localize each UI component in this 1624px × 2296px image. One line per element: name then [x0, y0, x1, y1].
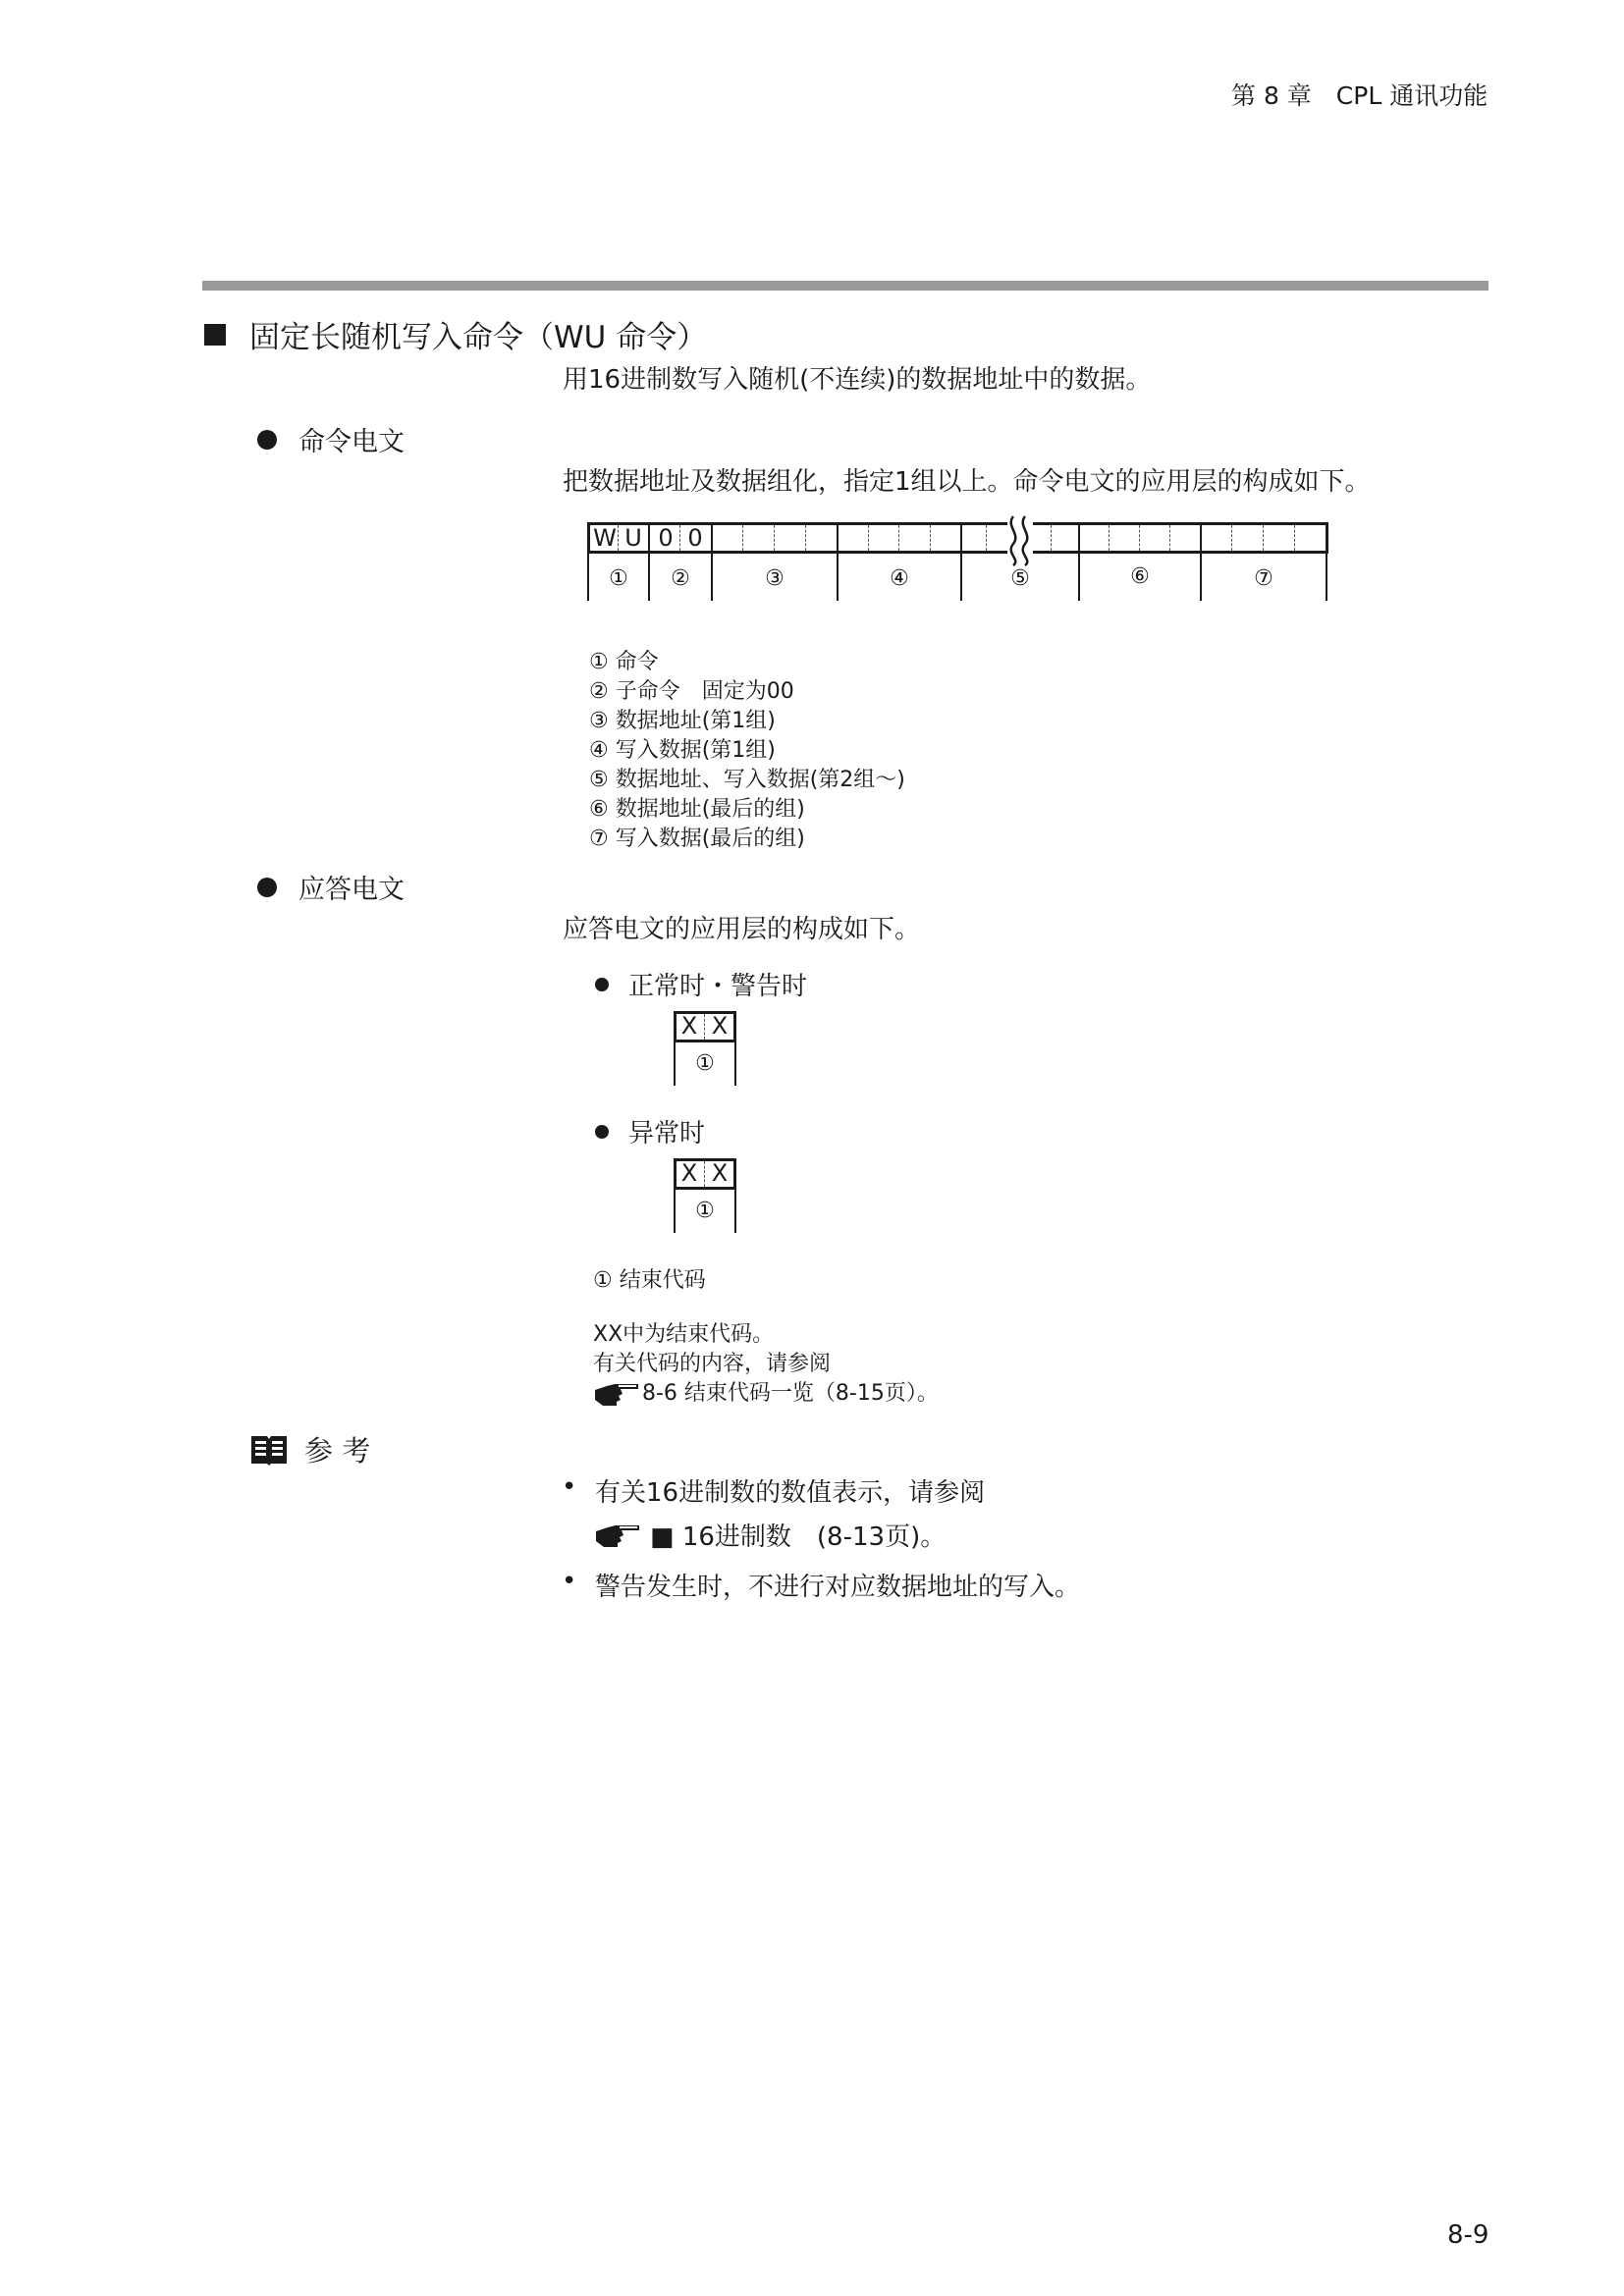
char-separator [704, 1161, 705, 1187]
char-separator [742, 525, 743, 551]
frame-char: U [624, 524, 642, 552]
note-line: ⑦ 写入数据(最后的组) [589, 827, 805, 851]
normal-response-label [595, 966, 807, 1002]
explain-line: 有关代码的内容，请参阅 [593, 1352, 832, 1376]
frame-divider [734, 1190, 736, 1233]
section-title [204, 312, 707, 356]
char-separator [1109, 525, 1110, 551]
bullet-dot-icon: • [562, 1472, 577, 1502]
frame-label: ⑦ [1254, 566, 1273, 591]
response-explain [593, 1320, 939, 1409]
char-separator [1169, 525, 1170, 551]
section-intro: 用16进制数写入随机(不连续)的数据地址中的数据。 [563, 365, 1152, 395]
book-icon [249, 1432, 289, 1468]
square-bullet-icon [204, 324, 226, 346]
char-separator [1263, 525, 1264, 551]
reference-item [562, 1567, 1080, 1603]
break-mark-icon [1001, 512, 1041, 567]
char-separator [1139, 525, 1140, 551]
char-separator [805, 525, 806, 551]
note-line: ① 命令 [589, 650, 659, 674]
char-separator [1294, 525, 1295, 551]
frame-label: ① [609, 566, 628, 591]
frame-char: 0 [687, 524, 703, 552]
frame-label: ② [671, 566, 690, 591]
char-separator [868, 525, 869, 551]
command-notes [589, 648, 905, 854]
response-heading-text: 应答电文 [298, 875, 405, 905]
frame-char: X [680, 1012, 698, 1040]
reference-item [562, 1472, 985, 1553]
section-rule [202, 281, 1489, 291]
reference-item-text: 警告发生时，不进行对应数据地址的写入。 [595, 1573, 1081, 1602]
frame-label: ① [695, 1051, 715, 1076]
frame-label: ④ [890, 566, 909, 591]
response-note: ① 结束代码 [593, 1268, 706, 1293]
reference-link-text: ■ 16进制数 (8-13页)。 [650, 1522, 947, 1552]
frame-char: X [711, 1159, 729, 1187]
frame-label: ⑥ [1130, 564, 1150, 589]
bullet-dot-icon [257, 430, 277, 450]
bullet-dot-icon: • [562, 1567, 577, 1596]
char-separator [898, 525, 899, 551]
frame-char: X [680, 1159, 698, 1187]
frame-divider [734, 1042, 736, 1086]
note-line: ④ 写入数据(第1组) [589, 738, 776, 763]
frame-label: ③ [765, 566, 785, 591]
normal-response-text: 正常时・警告时 [628, 972, 808, 1001]
abnormal-response-label [595, 1113, 705, 1149]
response-reference-text: 8-6 结束代码一览（8-15页）。 [642, 1381, 939, 1406]
bullet-dot-icon [595, 1125, 609, 1139]
reference-heading [249, 1429, 370, 1469]
char-separator [986, 525, 987, 551]
pointing-hand-icon [593, 1380, 642, 1408]
frame-char: X [711, 1012, 729, 1040]
response-description: 应答电文的应用层的构成如下。 [563, 915, 921, 944]
explain-line: XX中为结束代码。 [593, 1322, 775, 1347]
note-line: ② 子命令 固定为00 [589, 679, 794, 704]
abnormal-response-text: 异常时 [628, 1119, 706, 1148]
reference-item-text: 有关16进制数的数值表示，请参阅 [595, 1478, 986, 1508]
frame-label: ⑤ [1010, 566, 1030, 591]
page-number: 8-9 [1447, 2220, 1489, 2250]
char-separator [1051, 525, 1052, 551]
note-line: ③ 数据地址(第1组) [589, 709, 776, 733]
response-heading [257, 868, 405, 906]
char-separator [679, 525, 680, 551]
char-separator [618, 525, 619, 551]
command-heading-text: 命令电文 [298, 427, 405, 457]
frame-label: ① [695, 1199, 715, 1223]
note-line: ⑤ 数据地址、写入数据(第2组～) [589, 768, 905, 792]
section-title-text: 固定长随机写入命令（WU 命令） [249, 320, 708, 355]
bullet-dot-icon [595, 978, 609, 991]
command-description: 把数据地址及数据组化，指定1组以上。命令电文的应用层的构成如下。 [563, 467, 1371, 497]
frame-divider [1326, 522, 1327, 601]
chapter-header: 第 8 章 CPL 通讯功能 [1231, 81, 1489, 110]
char-separator [1231, 525, 1232, 551]
char-separator [930, 525, 931, 551]
char-separator [704, 1014, 705, 1040]
frame-char: 0 [658, 524, 674, 552]
response-reference-link[interactable] [593, 1379, 939, 1409]
reference-heading-text: 参 考 [304, 1434, 371, 1468]
reference-link[interactable] [593, 1517, 985, 1553]
note-line: ⑥ 数据地址(最后的组) [589, 797, 805, 822]
char-separator [774, 525, 775, 551]
command-heading [257, 420, 405, 458]
bullet-dot-icon [257, 878, 277, 897]
pointing-hand-icon [593, 1522, 644, 1549]
frame-char: W [593, 524, 617, 552]
